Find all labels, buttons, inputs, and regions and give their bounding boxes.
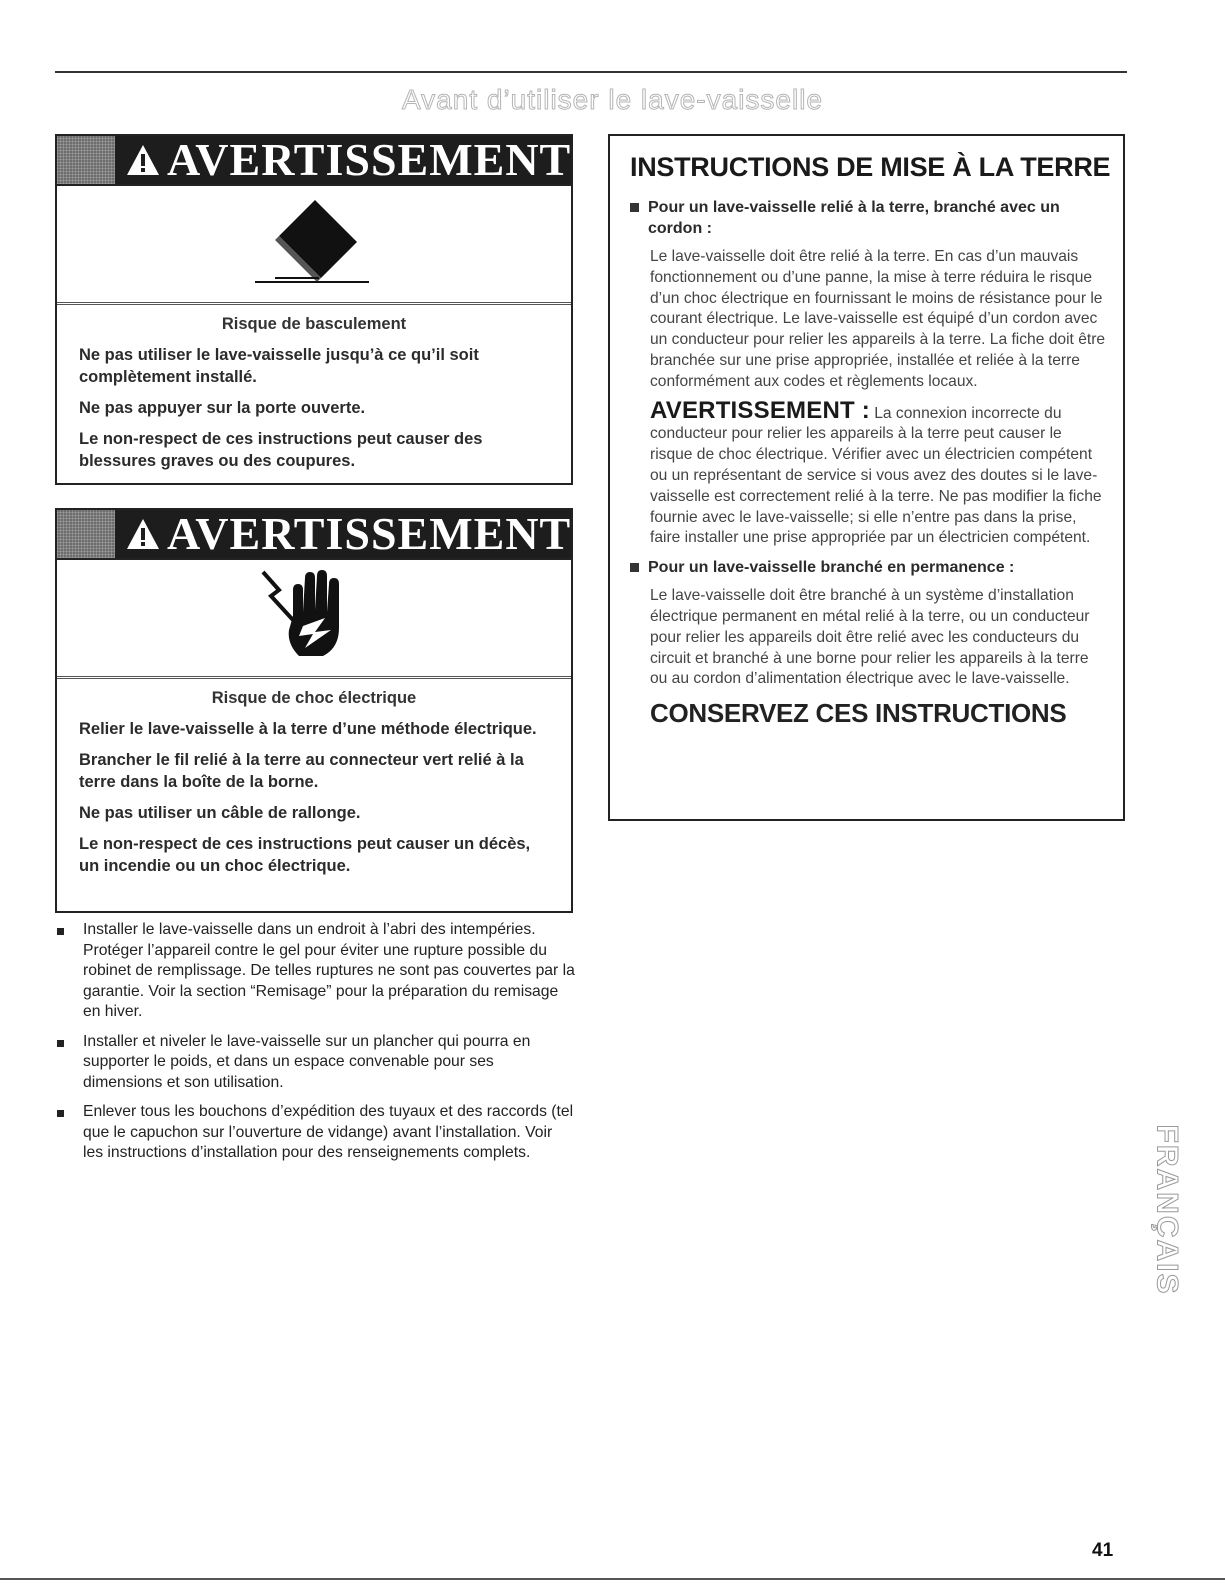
language-side-tab bbox=[1150, 1080, 1183, 1340]
warning-title-text: AVERTISSEMENT bbox=[167, 510, 571, 559]
grounding-instructions-box bbox=[608, 134, 1125, 821]
top-rule bbox=[55, 71, 1127, 73]
list-item-text: Enlever tous les bouchons d’expédition des tuyaux et des raccords (tel que le capuchon sur l’ouverture de vidange) avant l’installation. Voir les instructions d’installation pour des renseignements complets. bbox=[83, 1103, 574, 1161]
list-item bbox=[55, 1032, 575, 1094]
bullet-square-icon bbox=[57, 928, 64, 935]
warning-triangle-icon bbox=[125, 517, 161, 551]
corded-heading bbox=[626, 197, 1107, 239]
list-item-text: Installer et niveler le lave-vaisselle sur un plancher qui pourra en supporter le poids, et dans un espace convenable pour ses dimensions et son utilisation. bbox=[83, 1032, 531, 1091]
bullet-square-icon bbox=[57, 1110, 64, 1117]
warning-line: Ne pas appuyer sur la porte ouverte. bbox=[79, 399, 366, 417]
bullet-square-icon bbox=[630, 203, 639, 212]
permanent-heading bbox=[626, 557, 1107, 578]
permanent-paragraph: Le lave-vaisselle doit être branché à un système d’installation électrique permanent en métal relié à la terre, ou un conducteur pour relier les appareils doit être relié avec les conducteurs du circuit et branché à une borne pour relier les appareils à la terre ou au cordon d’alimentation électrique avec le lave-vaisselle. bbox=[650, 587, 1090, 688]
warning-shock-box bbox=[55, 508, 573, 913]
warning-line: Ne pas utiliser le lave-vaisselle jusqu’à ce qu’il soit complètement installé. bbox=[79, 346, 479, 386]
permanent-heading-text: Pour un lave-vaisselle branché en permanence : bbox=[648, 559, 1015, 577]
save-instructions-footer: CONSERVEZ CES INSTRUCTIONS bbox=[650, 698, 1067, 729]
warning-line: Brancher le fil relié à la terre au connecteur vert relié à la terre dans la boîte de la borne. bbox=[79, 751, 524, 791]
warning-title bbox=[115, 136, 571, 184]
warning-body bbox=[57, 679, 571, 900]
warning-line: Le non-respect de ces instructions peut causer un décès, un incendie ou un choc électrique. bbox=[79, 835, 531, 875]
warning-line: Le non-respect de ces instructions peut causer des blessures graves ou des coupures. bbox=[79, 430, 483, 470]
corded-heading-text: Pour un lave-vaisselle relié à la terre, branché avec un cordon : bbox=[648, 199, 1060, 237]
bullet-square-icon bbox=[57, 1040, 64, 1047]
list-item bbox=[55, 920, 575, 1023]
installation-notes-list bbox=[55, 920, 575, 1173]
grounding-title: INSTRUCTIONS DE MISE À LA TERRE bbox=[630, 152, 1111, 182]
bullet-square-icon bbox=[630, 563, 639, 572]
shock-pictogram bbox=[57, 560, 571, 679]
warning-tipping-box bbox=[55, 134, 573, 485]
risk-title: Risque de basculement bbox=[221, 315, 407, 333]
warning-line: Relier le lave-vaisselle à la terre d’une méthode électrique. bbox=[79, 720, 537, 738]
grounding-warning-paragraph bbox=[626, 396, 1107, 550]
warning-body bbox=[57, 305, 571, 495]
warning-title bbox=[115, 510, 571, 558]
warning-banner bbox=[57, 510, 571, 560]
warning-line: Ne pas utiliser un câble de rallonge. bbox=[79, 804, 361, 822]
grounding-warning-text: La connexion incorrecte du conducteur pour relier les appareils à la terre peut causer le risque de choc électrique. Vérifier avec un électricien compétent ou un représentant de service si vous avez des doutes si le lave-vaisselle est correctement relié à la terre. Ne pas modifier la fiche fournie avec le lave-vaisselle; si elle n’entre pas dans la prise, faire installer une prise appropriée par un électricien compétent. bbox=[650, 404, 1102, 547]
warning-title-text: AVERTISSEMENT bbox=[167, 136, 571, 185]
electric-shock-hand-icon bbox=[57, 560, 573, 676]
language-side-tab-text: FRANÇAIS bbox=[1150, 1124, 1183, 1296]
grounding-warning-label: AVERTISSEMENT : bbox=[650, 396, 870, 424]
page-number: 41 bbox=[1092, 1540, 1114, 1561]
tipping-pictogram bbox=[57, 186, 571, 305]
list-item-text: Installer le lave-vaisselle dans un endroit à l’abri des intempéries. Protéger l’appareil contre le gel pour éviter une rupture possible du robinet de remplissage. De telles ruptures ne sont pas couvertes par la garantie. Voir la section “Remisage” pour la préparation du remisage en hiver. bbox=[83, 921, 575, 1020]
risk-title: Risque de choc électrique bbox=[211, 689, 417, 707]
tipping-hazard-icon bbox=[57, 186, 573, 302]
corded-paragraph: Le lave-vaisselle doit être relié à la terre. En cas d’un mauvais fonctionnement ou d’une panne, la mise à terre réduira le risque d’un choc électrique en fournissant le moins de résistance pour le courant électrique. Le lave-vaisselle est équipé d’un cordon avec un conducteur pour relier les appareils à la terre. La fiche doit être branchée sur une prise appropriée, installée et reliée à la terre conformément aux codes et règlements locaux. bbox=[650, 248, 1106, 390]
warning-banner bbox=[57, 136, 571, 186]
list-item bbox=[55, 1102, 575, 1164]
warning-triangle-icon bbox=[125, 143, 161, 177]
bottom-rule bbox=[0, 1578, 1225, 1580]
page-heading: Avant d’utiliser le lave-vaisselle bbox=[402, 84, 823, 115]
